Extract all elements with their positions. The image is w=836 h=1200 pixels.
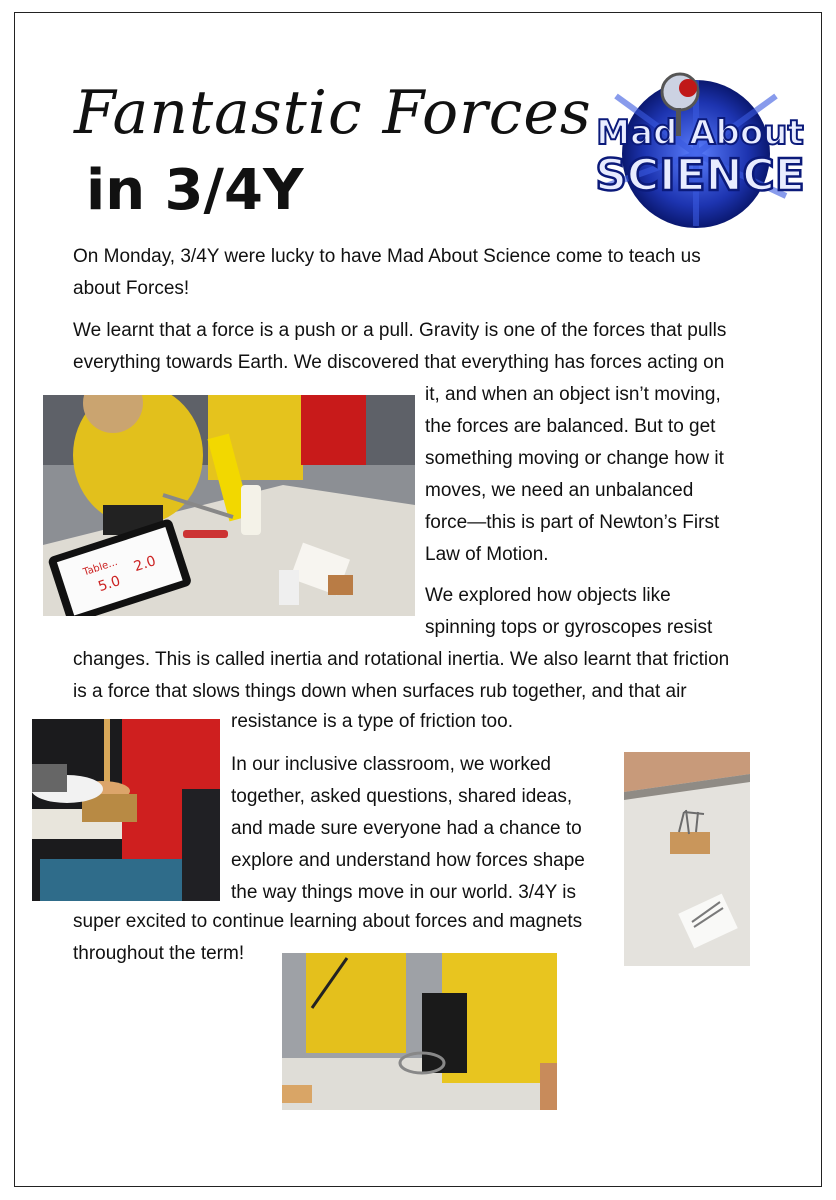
text-line: everything towards Earth. We discovered that everything has forces acting on <box>73 352 725 373</box>
photo-students-ruler-experiment <box>43 395 415 616</box>
text-line: the forces are balanced. But to get <box>425 416 716 437</box>
text-line: We learnt that a force is a push or a pull. Gravity is one of the forces that pulls <box>73 320 727 341</box>
text-line: We explored how objects like <box>425 585 671 606</box>
text-line: super excited to continue learning about forces and magnets <box>73 911 583 932</box>
paragraph-inertia-wrap <box>231 706 513 738</box>
text-line: moves, we need an unbalanced <box>425 480 694 501</box>
text-line: On Monday, 3/4Y were lucky to have Mad About Science come to teach us <box>73 246 701 267</box>
whiteboard-value-b: 2.0 <box>131 553 159 576</box>
text-line: throughout the term! <box>73 943 245 964</box>
text-line: together, asked questions, shared ideas, <box>231 786 573 807</box>
text-line: is a force that slows things down when surfaces rub together, and that air <box>73 681 687 702</box>
page-title: Fantastic Forces <box>74 78 592 148</box>
photo-student-spinning-top <box>32 719 220 901</box>
paragraph-inertia <box>425 580 712 644</box>
text-line: spinning tops or gyroscopes resist <box>425 617 713 638</box>
text-line: about Forces! <box>73 278 190 299</box>
photo-gyroscope-on-block <box>624 752 750 966</box>
mad-about-science-logo <box>576 66 822 230</box>
text-line: Law of Motion. <box>425 544 549 565</box>
text-line: something moving or change how it <box>425 448 724 469</box>
text-line: changes. This is called inertia and rotational inertia. We also learnt that friction <box>73 649 730 670</box>
whiteboard-value-a: 5.0 <box>96 573 123 596</box>
text-line: it, and when an object isn’t moving, <box>425 384 721 405</box>
logo-text-bottom: SCIENCE <box>595 150 805 201</box>
text-line: In our inclusive classroom, we worked <box>231 754 551 775</box>
text-line: the way things move in our world. 3/4Y is <box>231 882 576 903</box>
text-line: and made sure everyone had a chance to <box>231 818 582 839</box>
page-subtitle: in 3/4Y <box>86 158 304 223</box>
photo-students-magnet-experiment <box>282 953 557 1110</box>
text-line: resistance is a type of friction too. <box>231 711 513 732</box>
text-line: force—this is part of Newton’s First <box>425 512 720 533</box>
text-line: explore and understand how forces shape <box>231 850 585 871</box>
paragraph-inertia-full <box>73 644 729 708</box>
paragraph-forces <box>73 315 726 379</box>
logo-text-top: Mad About <box>596 113 804 153</box>
paragraph-intro <box>73 241 701 305</box>
paragraph-forces-wrap <box>425 379 724 571</box>
paragraph-classroom <box>231 749 585 909</box>
whiteboard-label: Table... <box>81 556 119 579</box>
